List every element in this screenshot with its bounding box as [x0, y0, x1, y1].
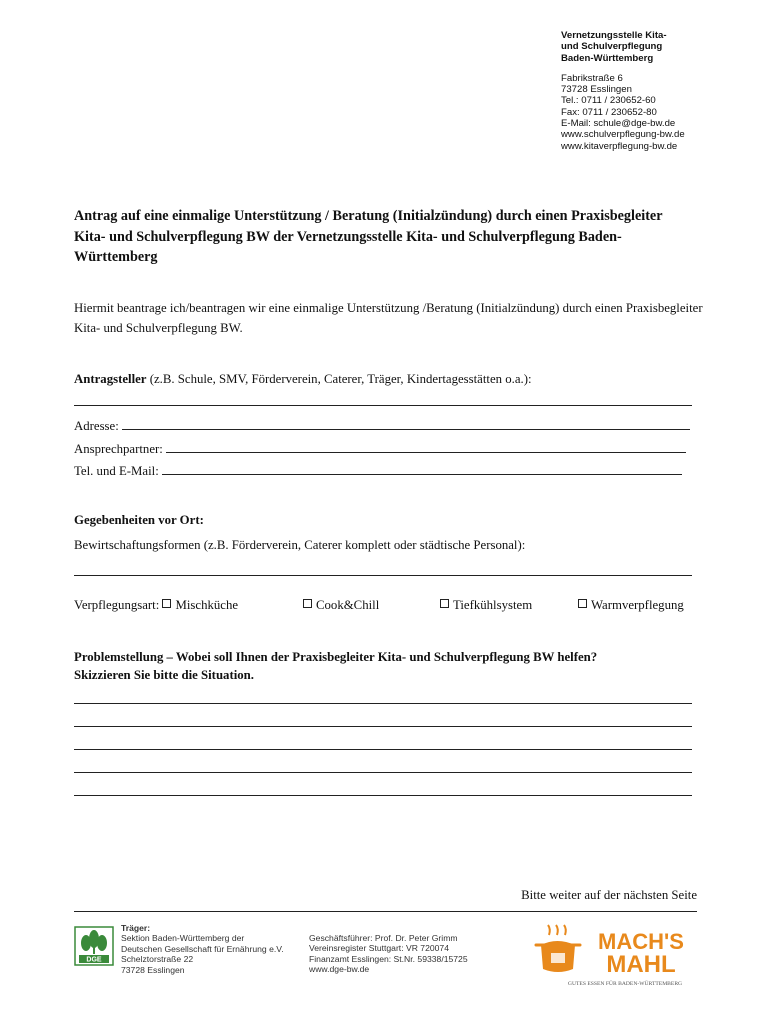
sponsor-line: Deutschen Gesellschaft für Ernährung e.V. [121, 943, 284, 954]
phone: Tel.: 0711 / 230652-60 [561, 95, 656, 107]
problem-input-line[interactable] [74, 772, 692, 773]
catering-option [303, 598, 379, 613]
org-line: und Schulverpflegung [561, 41, 663, 53]
street: Fabrikstraße 6 [561, 72, 623, 84]
catering-option [578, 598, 684, 613]
problem-input-line[interactable] [74, 703, 692, 704]
organization-name [561, 30, 761, 64]
org-line: Vernetzungsstelle Kita- [561, 30, 667, 41]
checkbox-warmverpflegung[interactable] [578, 599, 587, 608]
applicant-prompt [74, 372, 532, 387]
management-line: Geschäftsführer: Prof. Dr. Peter Grimm [309, 933, 458, 943]
applicant-label: Antragsteller [74, 372, 147, 386]
problem-input-line[interactable] [74, 726, 692, 727]
problem-heading [74, 648, 714, 684]
sponsor-title: Träger: [121, 923, 151, 933]
dge-logo-icon [74, 926, 114, 966]
checkbox-cook-chill[interactable] [303, 599, 312, 608]
contact-person-input-line[interactable] [166, 440, 686, 453]
site-heading: Gegebenheiten vor Ort: [74, 513, 204, 527]
footer-divider [74, 911, 697, 912]
intro-paragraph: Hiermit beantrage ich/beantragen wir eine einmalige Unterstützung /Beratung (Initialzündung) durch einen Praxisbegleiter Kita- und Schulverpflegung BW. [74, 301, 703, 335]
dge-logo-text: DGE [86, 956, 102, 964]
document-title: Antrag auf eine einmalige Unterstützung / Beratung (Initialzündung) durch einen Praxisbegleiter Kita- und Schulverpflegung BW der Vernetzungsstelle Kita- und Schulverpflegung Baden-Württemberg [74, 208, 663, 265]
address-label: Adresse: [74, 419, 122, 433]
org-line: Baden-Württemberg [561, 52, 654, 64]
option-label: Tiefkühlsystem [453, 598, 533, 612]
sponsor-line: 73728 Esslingen [121, 964, 185, 975]
machs-tagline: GUTES ESSEN FÜR BADEN-WÜRTTEMBERG [567, 981, 683, 987]
contact-person-label: Ansprechpartner: [74, 442, 167, 456]
management-input-line[interactable] [74, 575, 692, 576]
address-input-line[interactable] [122, 417, 690, 430]
machs-text: MACH'S [598, 929, 684, 954]
problem-question: Problemstellung – Wobei soll Ihnen der Praxisbegleiter Kita- und Schulverpflegung BW helfen? [74, 650, 598, 664]
applicant-input-line[interactable] [74, 405, 692, 406]
problem-instruction: Skizzieren Sie bitte die Situation. [74, 668, 254, 682]
website-link[interactable]: www.kitaverpflegung-bw.de [561, 140, 678, 152]
city: 73728 Esslingen [561, 84, 632, 96]
website-link[interactable]: www.schulverpflegung-bw.de [561, 129, 685, 141]
phone-email-input-line[interactable] [162, 462, 682, 475]
management-block [309, 933, 468, 975]
option-label: Mischküche [175, 598, 239, 612]
problem-input-line[interactable] [74, 795, 692, 796]
catering-label: Verpflegungsart: [74, 598, 163, 612]
checkbox-tiefkuehlsystem[interactable] [440, 599, 449, 608]
address-row [74, 417, 690, 434]
mahl-text: MAHL [606, 951, 676, 978]
sponsor-line: Sektion Baden-Württemberg der [121, 933, 245, 944]
management-line: Finanzamt Esslingen: St.Nr. 59338/15725 [309, 953, 468, 964]
website-link[interactable]: www.dge-bw.de [309, 964, 370, 975]
phone-email-label: Tel. und E-Mail: [74, 464, 162, 478]
machs-mahl-logo-icon [531, 923, 701, 988]
sponsor-line: Schelztorstraße 22 [121, 954, 194, 965]
option-label: Cook&Chill [316, 598, 380, 612]
fax: Fax: 0711 / 230652-80 [561, 106, 657, 118]
contact-block [561, 30, 761, 152]
phone-email-row [74, 462, 682, 479]
email-link[interactable]: E-Mail: schule@dge-bw.de [561, 118, 676, 130]
contact-person-row [74, 440, 686, 457]
applicant-hint: (z.B. Schule, SMV, Förderverein, Caterer, Träger, Kindertagesstätten o.a.): [146, 372, 532, 386]
sponsor-block [121, 923, 284, 975]
management-line: Vereinsregister Stuttgart: VR 720074 [309, 943, 449, 954]
management-label: Bewirtschaftungsformen (z.B. Förderverein, Caterer komplett oder städtische Personal): [74, 538, 526, 552]
problem-input-line[interactable] [74, 749, 692, 750]
catering-option [440, 598, 532, 613]
checkbox-mischkueche[interactable] [162, 599, 171, 608]
next-page-note: Bitte weiter auf der nächsten Seite [521, 888, 697, 902]
address-block [561, 73, 761, 152]
catering-option-row [74, 598, 238, 613]
option-label: Warmverpflegung [591, 598, 684, 612]
